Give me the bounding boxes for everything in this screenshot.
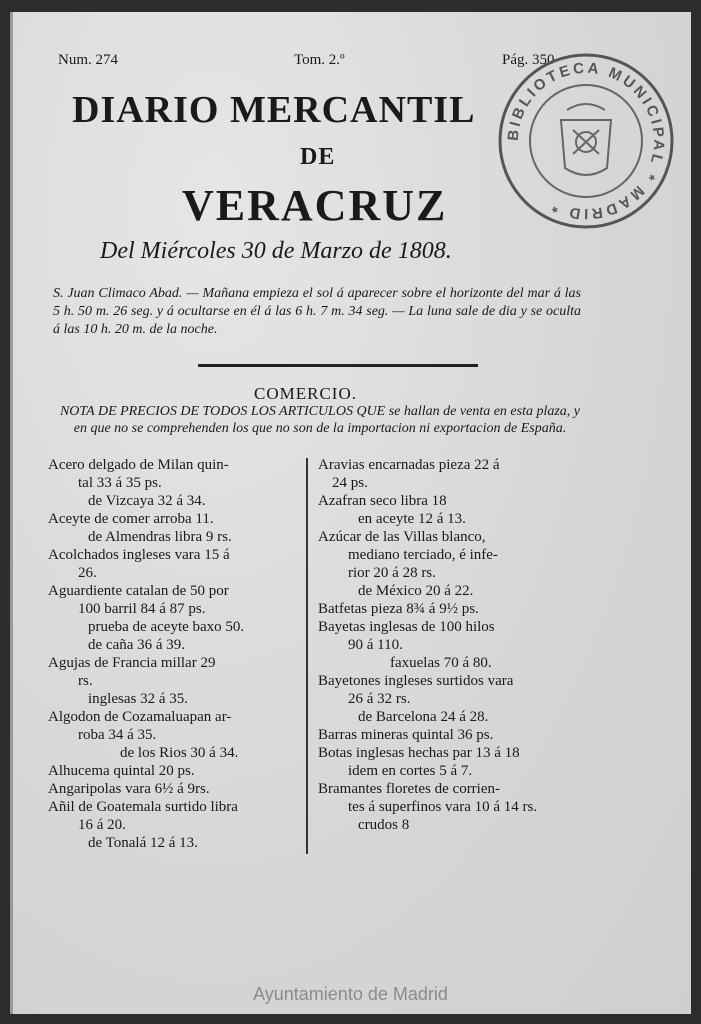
column-divider (306, 458, 308, 854)
list-item: en aceyte 12 á 13. (358, 511, 466, 527)
list-item: de Barcelona 24 á 28. (358, 709, 489, 725)
list-item: mediano terciado, é infe- (348, 547, 498, 563)
list-item: 90 á 110. (348, 637, 403, 653)
list-item: Alhucema quintal 20 ps. (48, 763, 195, 779)
list-item: de Vizcaya 32 á 34. (88, 493, 206, 509)
list-item: 26. (78, 565, 97, 581)
list-item: Acolchados ingleses vara 15 á (48, 547, 230, 563)
issue-number: Num. 274 (58, 52, 118, 68)
list-item: Algodon de Cozamaluapan ar- (48, 709, 232, 725)
list-item: Agujas de Francia millar 29 (48, 655, 216, 671)
section-heading: COMERCIO. (254, 384, 357, 403)
list-item: Aceyte de comer arroba 11. (48, 511, 214, 527)
list-item: roba 34 á 35. (78, 727, 157, 743)
masthead-line1: DIARIO MERCANTIL (72, 89, 476, 131)
masthead-line2: DE (300, 144, 336, 170)
list-item: Acero delgado de Milan quin- (48, 457, 229, 473)
price-note: NOTA DE PRECIOS DE TODOS LOS ARTICULOS QUE se hallan de venta en esta plaza, y en que no se comprehenden los que no son de la importacion ni exportacion de España. (59, 404, 581, 436)
list-item: 26 á 32 rs. (348, 691, 411, 707)
list-item: rs. (78, 673, 93, 689)
list-item: faxuelas 70 á 80. (390, 655, 492, 671)
list-item: Azafran seco libra 18 (318, 493, 447, 509)
library-stamp-icon (495, 50, 677, 232)
list-item: 16 á 20. (78, 817, 126, 833)
page-number: Pág. 350 (502, 52, 555, 68)
list-item: Batfetas pieza 8¾ á 9½ ps. (318, 601, 479, 617)
list-item: de caña 36 á 39. (88, 637, 186, 653)
list-item: Azúcar de las Villas blanco, (318, 529, 486, 545)
watermark-footer: Ayuntamiento de Madrid (253, 984, 448, 1004)
list-item: Bayetones ingleses surtidos vara (318, 673, 514, 689)
list-item: Botas inglesas hechas par 13 á 18 (318, 745, 520, 761)
list-item: de México 20 á 22. (358, 583, 474, 599)
list-item: de los Rios 30 á 34. (120, 745, 239, 761)
list-item: Barras mineras quintal 36 ps. (318, 727, 494, 743)
list-item: rior 20 á 28 rs. (348, 565, 436, 581)
masthead-line3: VERACRUZ (182, 181, 448, 230)
list-item: crudos 8 (358, 817, 410, 833)
stamp-text: BIBLIOTECA MUNICIPAL * MADRID * (504, 59, 668, 223)
page-spine (10, 12, 13, 1014)
volume-number: Tom. 2.º (294, 52, 345, 68)
list-item: 24 ps. (332, 475, 368, 491)
list-item: idem en cortes 5 á 7. (348, 763, 473, 779)
dateline: Del Miércoles 30 de Marzo de 1808. (100, 238, 452, 264)
list-item: Aguardiente catalan de 50 por (48, 583, 229, 599)
divider-rule (198, 364, 478, 367)
list-item: Bayetas inglesas de 100 hilos (318, 619, 495, 635)
list-item: Añil de Goatemala surtido libra (48, 799, 238, 815)
list-item: de Tonalá 12 á 13. (88, 835, 198, 851)
list-item: Angaripolas vara 6½ á 9rs. (48, 781, 210, 797)
list-item: 100 barril 84 á 87 ps. (78, 601, 206, 617)
list-item: inglesas 32 á 35. (88, 691, 188, 707)
saints-paragraph: S. Juan Climaco Abad. — Mañana empieza el sol á aparecer sobre el horizonte del mar á las 5 h. 50 m. 26 seg. y á ocultarse en él á las 6 h. 7 m. 34 seg. — La luna sale de dia y se oculta á las 10 h. 20 m. de la noche. (53, 286, 581, 337)
list-item: prueba de aceyte baxo 50. (88, 619, 245, 635)
list-item: de Almendras libra 9 rs. (88, 529, 232, 545)
price-column-left (48, 456, 310, 852)
list-item: tes á superfinos vara 10 á 14 rs. (348, 799, 538, 815)
price-column-right (318, 456, 580, 834)
newspaper-page (10, 12, 691, 1014)
list-item: Bramantes floretes de corrien- (318, 781, 500, 797)
list-item: Aravias encarnadas pieza 22 á (318, 457, 500, 473)
list-item: tal 33 á 35 ps. (78, 475, 162, 491)
